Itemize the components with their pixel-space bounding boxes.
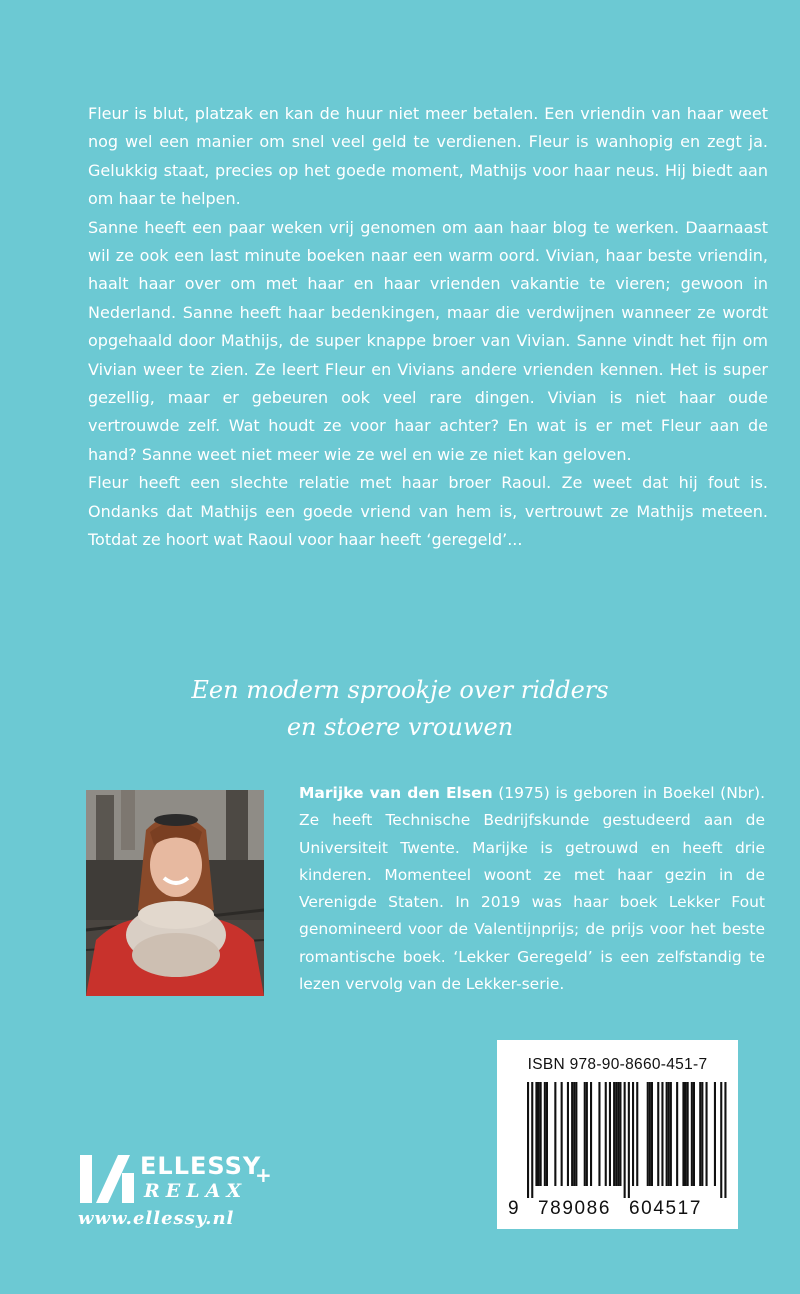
barcode-bar	[598, 1082, 600, 1186]
barcode-bar	[586, 1082, 588, 1186]
barcode-bar	[693, 1082, 695, 1186]
barcode-bar	[668, 1082, 670, 1186]
author-name: Marijke van den Elsen	[299, 784, 493, 802]
barcode-bar	[619, 1082, 621, 1186]
tagline-line-2: en stoere vrouwen	[286, 713, 514, 741]
barcode-bar	[661, 1082, 663, 1186]
barcode-bar	[701, 1082, 703, 1186]
publisher-imprint: RELAX	[144, 1180, 248, 1202]
barcode-bar	[567, 1082, 569, 1186]
barcode-bar	[706, 1082, 708, 1186]
barcode-digits-right: 604517	[629, 1198, 703, 1219]
barcode-bar	[699, 1082, 701, 1186]
back-cover-blurb	[88, 100, 768, 555]
barcode-bar	[636, 1082, 638, 1186]
author-bio	[299, 780, 765, 998]
publisher-plus: +	[255, 1163, 272, 1187]
publisher-url: www.ellessy.nl	[78, 1208, 235, 1229]
publisher-name: ELLESSY	[140, 1152, 262, 1180]
barcode-bar	[615, 1082, 617, 1186]
barcode-digits-left: 789086	[538, 1198, 612, 1219]
barcode-bar	[554, 1082, 556, 1186]
publisher-logo	[78, 1153, 278, 1233]
barcode-bar	[575, 1082, 577, 1186]
ellessy-logo-mark	[78, 1153, 138, 1205]
barcode-bar	[670, 1082, 672, 1186]
barcode-bar	[685, 1082, 687, 1186]
barcode-digit-first: 9	[508, 1198, 519, 1219]
barcode-bar	[624, 1082, 626, 1198]
barcode-bar	[682, 1082, 684, 1186]
barcode-bar	[647, 1082, 649, 1186]
barcode-bar	[687, 1082, 689, 1186]
tagline-line-1: Een modern sprookje over ridders	[191, 676, 609, 704]
barcode-bar	[632, 1082, 634, 1186]
author-bio-text: (1975) is geboren in Boekel (Nbr). Ze heeft Technische Bedrijfskunde gestudeerd aan de Universiteit Twente. Marijke is getrouwd en heeft drie kinderen. Momenteel woont ze met haar gezin in de Verenigde Staten. In 2019 was haar boek Lekker Fout genomineerd voor de Valentijnprijs; de prijs voor het beste romantische boek. ‘Lekker Geregeld’ is een zelfstandig te lezen vervolg van de Lekker-serie.	[299, 784, 765, 994]
blurb-paragraph: Sanne heeft een paar weken vrij genomen om aan haar blog te werken. Daarnaast wil ze ook een last minute boeken naar een warm oord. Vivian, haar beste vriendin, haalt haar over om met haar en haar vrienden vakantie te vieren; gewoon in Nederland. Sanne heeft haar bedenkingen, maar die verdwijnen wanneer ze wordt opgehaald door Mathijs, de super knappe broer van Vivian. Sanne vindt het fijn om Vivian weer te zien. Ze leert Fleur en Vivians andere vrienden kennen. Het is super gezellig, maar er gebeuren ook veel rare dingen. Vivian is niet haar oude vertrouwde zelf. Wat houdt ze voor haar achter? En wat is er met Fleur aan de hand? Sanne weet niet meer wie ze wel en wie ze niet kan geloven.	[88, 217, 768, 464]
barcode-bar	[531, 1082, 533, 1198]
blurb-paragraph: Fleur is blut, platzak en kan de huur niet meer betalen. Een vriendin van haar weet nog wel een manier om snel veel geld te verdienen. Fleur is wanhopig en zegt ja. Gelukkig staat, precies op het goede moment, Mathijs voor haar neus. Hij biedt aan om haar te helpen.	[88, 104, 768, 209]
barcode-bar	[649, 1082, 651, 1186]
barcode-bar	[544, 1082, 546, 1186]
barcode-panel	[497, 1040, 738, 1229]
barcode-bar	[538, 1082, 540, 1186]
barcode-bar	[546, 1082, 548, 1186]
barcode-bar	[724, 1082, 726, 1198]
barcode-bar	[540, 1082, 542, 1186]
barcode	[505, 1082, 730, 1200]
barcode-bar	[714, 1082, 716, 1186]
barcode-bar	[628, 1082, 630, 1198]
barcode-bar	[605, 1082, 607, 1186]
blurb-paragraph: Fleur heeft een slechte relatie met haar broer Raoul. Ze weet dat hij fout is. Ondanks dat Mathijs een goede vriend van hem is, vertrouwt ze Mathijs meteen. Totdat ze hoort wat Raoul voor haar heeft ‘geregeld’...	[88, 473, 768, 550]
barcode-bar	[657, 1082, 659, 1186]
barcode-bar	[651, 1082, 653, 1186]
author-photo	[86, 790, 264, 996]
isbn-label: ISBN 978-90-8660-451-7	[527, 1056, 708, 1073]
barcode-bar	[573, 1082, 575, 1186]
barcode-bar	[571, 1082, 573, 1186]
barcode-bar	[617, 1082, 619, 1186]
barcode-bar	[527, 1082, 529, 1198]
barcode-bar	[613, 1082, 615, 1186]
barcode-bar	[691, 1082, 693, 1186]
barcode-bar	[561, 1082, 563, 1186]
barcode-bar	[666, 1082, 668, 1186]
tagline	[0, 672, 800, 746]
barcode-bar	[590, 1082, 592, 1186]
barcode-bar	[676, 1082, 678, 1186]
barcode-bar	[609, 1082, 611, 1186]
barcode-bar	[584, 1082, 586, 1186]
barcode-bar	[535, 1082, 537, 1186]
barcode-bar	[720, 1082, 722, 1198]
